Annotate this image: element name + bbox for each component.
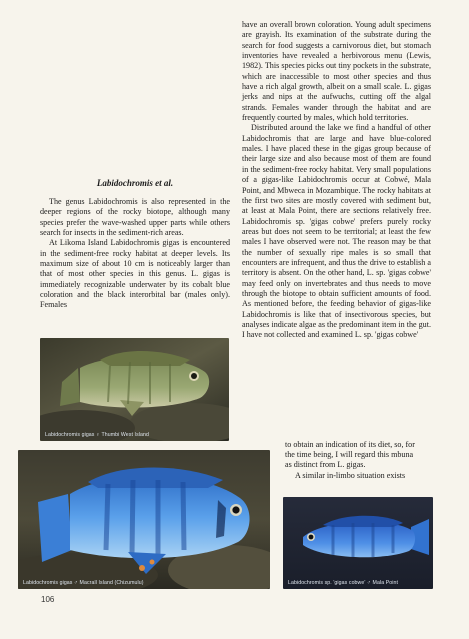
page-number: 106 [41, 595, 55, 604]
photo-female-gigas [40, 338, 229, 441]
right-paragraph-1: have an overall brown coloration. Young adult specimens are grayish. Its examination of the substrate during the search for food suggests a carnivorous diet, but stomach inventories have revealed a herbivorous menu (Lewis, 1982). This species picks out tiny pockets in the substrate, which are inaccessible to most other species and thus have a rich algal growth, albeit on a small scale. L. gigas jerks and nips at the aufwuchs, cutting off the algal strands. Females wander through the habitat and are frequently courted by males, which hold territories. [242, 20, 431, 123]
photo-caption-3: Labidochromis sp. 'gigas cobwe' ♂ Mala Point [288, 580, 399, 586]
cobwe-fish-image [283, 497, 433, 589]
right-paragraph-2: Distributed around the lake we find a handful of other Labidochromis that are large and have blue-colored males. I have placed these in the gigas group because of their large size and also because most of them are found in the sediment-free rocky habitat. Very small populations of a gigas-like Labidochromis occur at Cobwé, Mala Point, and Mbweca in Mozambique. The rocky habitats at the first two sites are mostly covered with sediment but, at least at Mala Point, there are sections relatively free. Labidochromis sp. 'gigas cobwe' prefers purely rocky areas but does not seem to be territorial; at least the few males I have observed were not. The reason may be that the number of sexually ripe males is so small that encounters are infrequent, and thus the drive to establish a territory is absent. On the other hand, L. sp. 'gigas cobwe' may feed only on invertebrates and thus needs to move through the biotope to obtain sufficient amounts of food. As mentioned before, the feeding behavior of gigas-like Labidochromis is like that of insectivorous species, but analyses indicate algae as the predominant item in the gut. I have not collected and examined L. sp. 'gigas cobwe' [242, 123, 431, 340]
wrap-line-2: the time being, I will regard this mbuna [285, 450, 414, 459]
left-column [40, 197, 230, 311]
wrap-line-3: as distinct from L. gigas. [285, 460, 366, 469]
wrap-line-4: A similar in-limbo situation exists [295, 471, 406, 480]
photo-male-gigas [18, 450, 270, 589]
photo-gigas-cobwe [283, 497, 433, 589]
left-paragraph-2: At Likoma Island Labidochromis gigas is encountered in the sediment-free rocky habitat at deeper levels. Its maximum size of about 10 cm is noticeably larger than that of most other species in this genus. L. gigas is immediately recognizable underwater by its cobalt blue coloration and the black interorbital bar (males only). Females [40, 238, 230, 310]
male-fish-image [18, 450, 270, 589]
photo-caption-2: Labidochromis gigas ♂ Macrall Island (Chizumulu) [23, 580, 144, 586]
wrap-line-1: to obtain an indication of its diet, so, for [285, 440, 415, 449]
female-fish-image [40, 338, 229, 441]
section-heading: Labidochromis et al. [96, 178, 174, 188]
left-paragraph-1: The genus Labidochromis is also represented in the deeper regions of the rocky biotope, although many species prefer the wave-washed upper parts while others search for insects in the sediment-rich areas. [40, 197, 230, 238]
photo-caption-1: Labidochromis gigas ♀ Thumbi West Island [45, 432, 150, 438]
right-column [242, 20, 431, 341]
